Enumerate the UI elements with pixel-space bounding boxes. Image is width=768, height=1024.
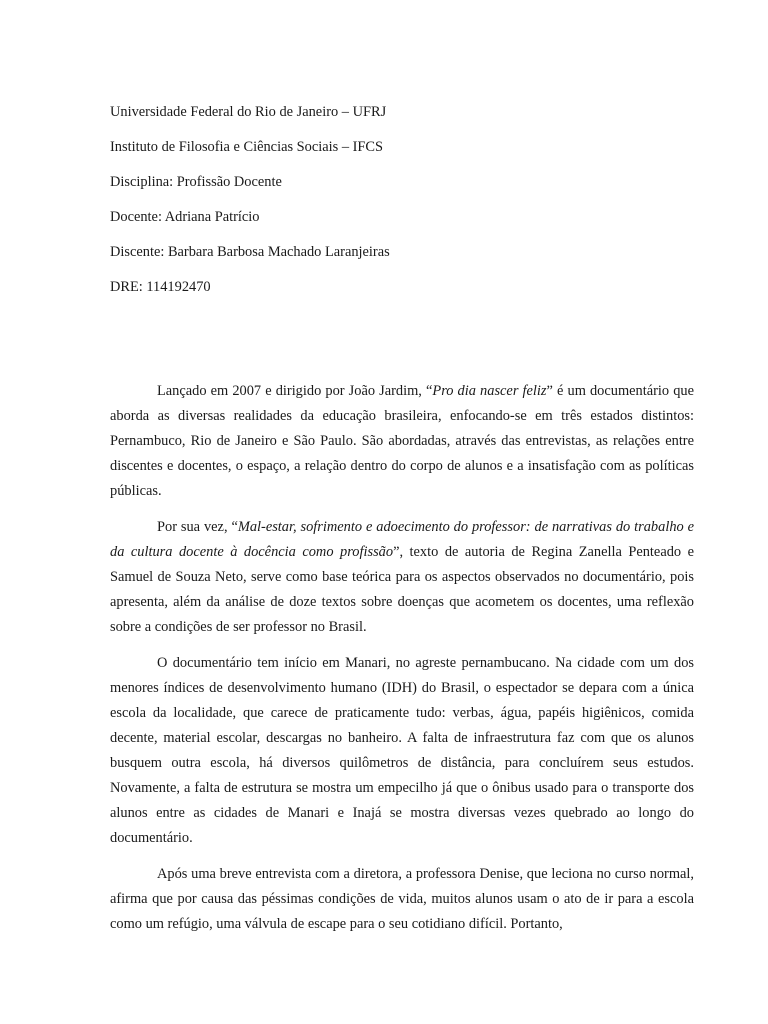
teacher-line: Docente: Adriana Patrício <box>110 209 260 225</box>
paragraph-reference-rest: ”, texto de autoria de Regina Zanella Penteado e Samuel de Souza Neto, serve como base teórica para os aspectos observados no documentário, pois apresenta, além da análise de doze textos sobre doenças que acometem os docentes, uma reflexão sobre a condições de ser professor no Brasil. <box>110 544 694 635</box>
film-title: Pro dia nascer feliz <box>432 383 547 399</box>
paragraph-reference <box>110 515 694 640</box>
student-line: Discente: Barbara Barbosa Machado Laranjeiras <box>110 244 390 260</box>
document-header <box>110 102 700 312</box>
paragraph-intro-rest: ” é um documentário que aborda as diversas realidades da educação brasileira, enfocando-se em três estados distintos: Pernambuco, Rio de Janeiro e São Paulo. São abordadas, através das entrevistas, as relações entre discentes e docentes, o espaço, a relação dentro do corpo de alunos e a insatisfação com as políticas públicas. <box>110 383 694 499</box>
article-title: Mal-estar, sofrimento e adoecimento do professor: de narrativas do trabalho e da cultura docente à docência como profissão <box>110 519 695 560</box>
paragraph-intro <box>110 379 694 504</box>
paragraph-interview: Após uma breve entrevista com a diretora, a professora Denise, que leciona no curso normal, afirma que por causa das péssimas condições de vida, muitos alunos usam o ato de ir para a escola como um refúgio, uma válvula de escape para o seu cotidiano difícil. Portanto, <box>110 866 694 932</box>
paragraph-intro-lead: Lançado em 2007 e dirigido por João Jardim, “ <box>157 383 433 399</box>
dre-line: DRE: 114192470 <box>110 279 211 295</box>
discipline-line: Disciplina: Profissão Docente <box>110 174 282 190</box>
document-body <box>110 379 694 948</box>
university-line: Universidade Federal do Rio de Janeiro – UFRJ <box>110 104 387 120</box>
paragraph-reference-lead: Por sua vez, “ <box>157 519 238 535</box>
paragraph-manari: O documentário tem início em Manari, no agreste pernambucano. Na cidade com um dos menores índices de desenvolvimento humano (IDH) do Brasil, o espectador se depara com a única escola da localidade, que carece de praticamente tudo: verbas, água, papéis higiênicos, comida decente, material escolar, descargas no banheiro. A falta de infraestrutura faz com que os alunos busquem outra escola, há diversos quilômetros de distância, para concluírem seus estudos. Novamente, a falta de estrutura se mostra um empecilho já que o ônibus usado para o transporte dos alunos entre as cidades de Manari e Inajá se mostra diversas vezes quebrado ao longo do documentário. <box>110 655 694 846</box>
institute-line: Instituto de Filosofia e Ciências Sociais – IFCS <box>110 139 384 155</box>
